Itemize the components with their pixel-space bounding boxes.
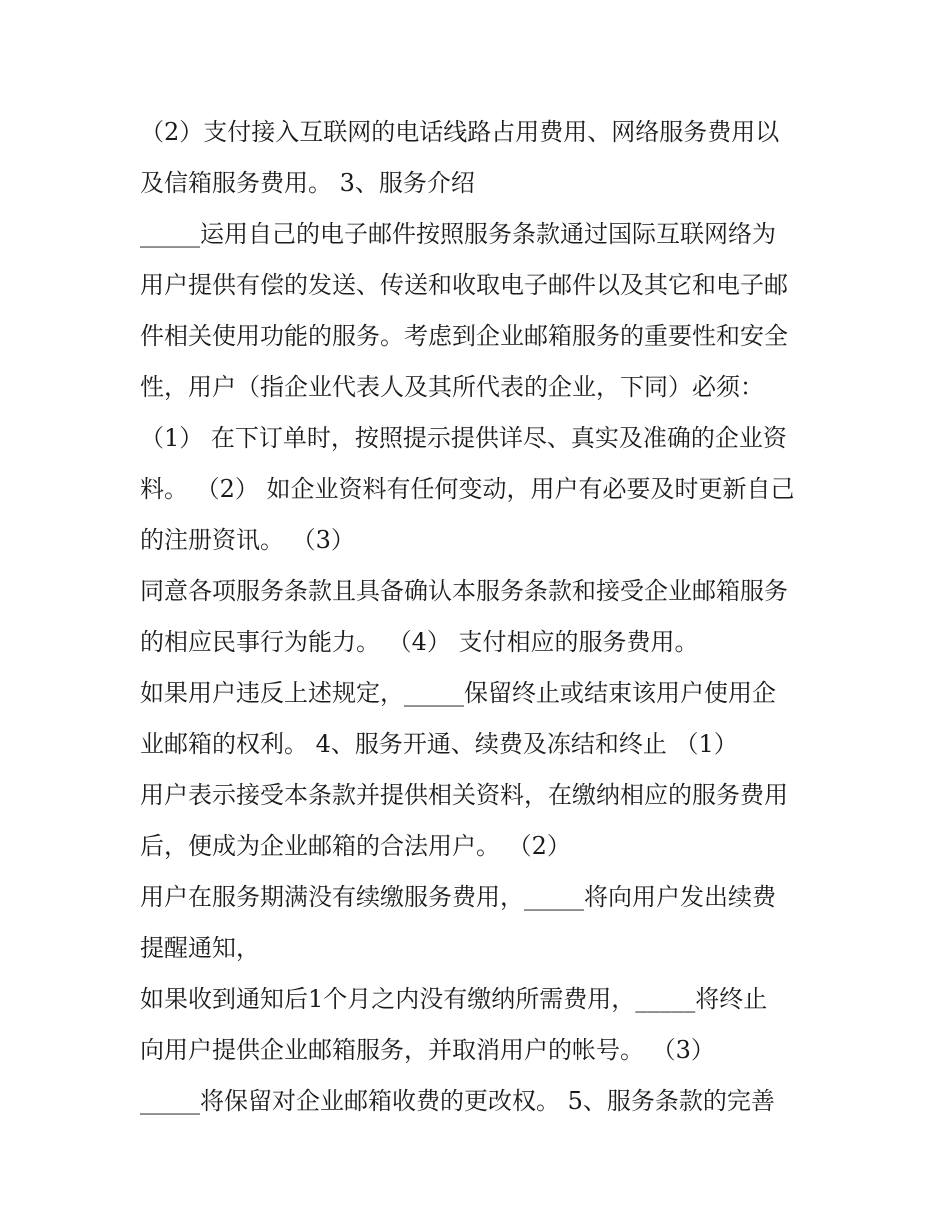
text-line: _____将保留对企业邮箱收费的更改权。 5、服务条款的完善	[140, 1087, 775, 1115]
text-line: 后，便成为企业邮箱的合法用户。 （2）	[140, 832, 571, 860]
text-line: 如果用户违反上述规定，_____保留终止或结束该用户使用企	[140, 679, 776, 707]
text-line: _____运用自己的电子邮件按照服务条款通过国际互联网络为	[140, 220, 776, 248]
text-line: 性，用户（指企业代表人及其所代表的企业，下同）必须：	[140, 373, 764, 401]
text-line: 同意各项服务条款且具备确认本服务条款和接受企业邮箱服务	[140, 577, 788, 605]
text-line: 件相关使用功能的服务。考虑到企业邮箱服务的重要性和安全	[140, 322, 788, 350]
text-line: （2）支付接入互联网的电话线路占用费用、网络服务费用以	[140, 118, 780, 146]
text-line: 提醒通知，	[140, 934, 260, 962]
text-line: 用户在服务期满没有续缴服务费用，_____将向用户发出续费	[140, 883, 776, 911]
text-line: 料。 （2） 如企业资料有任何变动，用户有必要及时更新自己	[140, 475, 795, 503]
text-line: 业邮箱的权利。 4、服务开通、续费及冻结和终止 （1）	[140, 730, 738, 758]
body-text	[140, 107, 820, 1127]
text-line: 用户提供有偿的发送、传送和收取电子邮件以及其它和电子邮	[140, 271, 788, 299]
text-line: 向用户提供企业邮箱服务，并取消用户的帐号。 （3）	[140, 1036, 715, 1064]
text-line: 用户表示接受本条款并提供相关资料，在缴纳相应的服务费用	[140, 781, 788, 809]
text-line: 的注册资讯。 （3）	[140, 526, 355, 554]
text-line: 的相应民事行为能力。 （4） 支付相应的服务费用。	[140, 628, 699, 656]
text-line: （1） 在下订单时，按照提示提供详尽、真实及准确的企业资	[140, 424, 787, 452]
text-line: 如果收到通知后1个月之内没有缴纳所需费用，_____将终止	[140, 985, 768, 1013]
text-line: 及信箱服务费用。 3、服务介绍	[140, 169, 475, 197]
